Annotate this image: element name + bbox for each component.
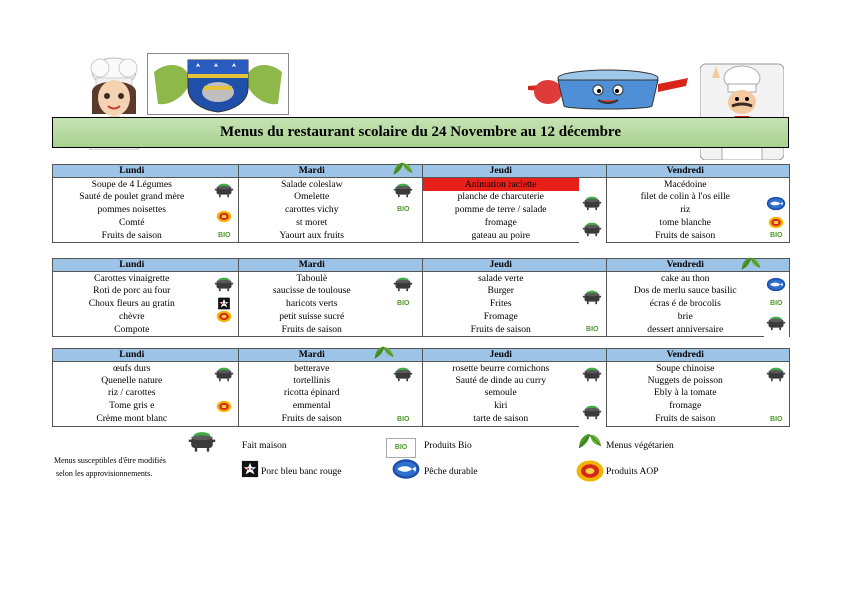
table-row (53, 387, 790, 399)
bio-icon: BIO (770, 415, 783, 423)
fait-maison-pot-icon (582, 366, 602, 383)
fait-maison-pot-icon (393, 366, 413, 383)
menu-item: tarte de saison (423, 413, 579, 427)
fait-maison-pot-icon (214, 366, 234, 383)
days-header-row (53, 259, 790, 272)
menu-item: Fruits de saison (239, 413, 385, 427)
menu-item: œufs durs (53, 362, 211, 375)
aop-icon (768, 216, 784, 229)
table-row (53, 203, 790, 216)
menu-item: chèvre (53, 310, 211, 323)
day-header-lundi: Lundi (53, 349, 211, 362)
menu-item: Fruits de saison (423, 323, 579, 337)
table-row (53, 272, 790, 285)
peche-durable-icon (766, 277, 786, 292)
menu-item: filet de colin à l'os eille (607, 191, 764, 203)
menu-item: Salade coleslaw (239, 178, 385, 191)
fait-maison-pot-icon (214, 276, 234, 293)
porc-bleu-blanc-rouge-icon (217, 297, 231, 310)
bio-icon: BIO (386, 438, 416, 458)
menu-item: ricotta épinard (239, 387, 385, 399)
menu-item: rosette beurre cornichons (423, 362, 579, 375)
menu-item-highlight: Animation raclette (423, 178, 579, 191)
town-coat-of-arms (147, 53, 289, 115)
vegetarian-leaf-icon (371, 345, 397, 360)
fait-maison-pot-icon (582, 195, 602, 212)
menu-item: kiri (423, 400, 579, 413)
bio-icon: BIO (770, 300, 783, 308)
fait-maison-pot-icon (214, 182, 234, 199)
menu-item: st moret (239, 216, 385, 229)
table-row (53, 310, 790, 323)
aop-icon (216, 400, 232, 413)
day-header-mardi: Mardi (239, 349, 385, 362)
day-header-lundi: Lundi (53, 259, 211, 272)
fait-maison-pot-icon (766, 366, 786, 383)
menu-item: Fruits de saison (239, 323, 385, 337)
table-row (53, 216, 790, 229)
menu-item: riz (607, 203, 764, 216)
days-header-row (53, 349, 790, 362)
day-header-vendredi: Vendredi (607, 259, 764, 272)
vegetarian-leaf-icon (738, 256, 764, 271)
legend-produits-aop: Produits AOP (606, 467, 659, 477)
menu-item: Carottes vinaigrette (53, 272, 211, 285)
fait-maison-pot-icon (393, 182, 413, 199)
legend-produits-bio: Produits Bio (424, 441, 472, 451)
peche-durable-icon (388, 458, 424, 480)
peche-durable-icon (766, 196, 786, 211)
menu-item: Sauté de dinde au curry (423, 375, 579, 387)
menu-item: Sauté de poulet grand mère (53, 191, 211, 203)
table-row (53, 400, 790, 413)
menu-item: Tome gris e (53, 400, 211, 413)
title-banner (52, 117, 789, 148)
menu-item: Comté (53, 216, 211, 229)
menu-item: gateau au poire (423, 229, 579, 243)
bio-icon: BIO (218, 232, 231, 240)
menu-item: Omelette (239, 191, 385, 203)
menu-item: saucisse de toulouse (239, 285, 385, 297)
menu-item: pommes noisettes (53, 203, 211, 216)
legend-peche-durable: Pêche durable (424, 467, 478, 477)
fait-maison-pot-icon (393, 276, 413, 293)
day-header-jeudi: Jeudi (423, 165, 579, 178)
menu-item: Fruits de saison (607, 229, 764, 243)
aop-icon (216, 310, 232, 323)
table-row (53, 297, 790, 310)
vegetarian-leaf-icon (390, 161, 416, 176)
fait-maison-pot-icon (582, 221, 602, 238)
bio-icon: BIO (397, 206, 410, 214)
menu-item: Ebly à la tomate (607, 387, 764, 399)
table-row (53, 323, 790, 337)
disclaimer-line-2: selon les approvisionnements. (56, 469, 153, 478)
menu-item: haricots verts (239, 297, 385, 310)
menu-item: Nuggets de poisson (607, 375, 764, 387)
bio-icon: BIO (770, 232, 783, 240)
menu-item: pomme de terre / salade (423, 203, 579, 216)
disclaimer-note (54, 454, 166, 480)
menu-item: Fromage (423, 310, 579, 323)
table-row (53, 178, 790, 191)
week-2-menu-table (52, 258, 790, 337)
day-header-lundi: Lundi (53, 165, 211, 178)
bio-icon: BIO (586, 326, 599, 334)
menu-item: Soupe de 4 Légumes (53, 178, 211, 191)
days-header-row (53, 165, 790, 178)
menu-item: Dos de merlu sauce basilic (607, 285, 764, 297)
menu-item: Frites (423, 297, 579, 310)
menu-item: Compote (53, 323, 211, 337)
fait-maison-pot-icon (582, 404, 602, 421)
menu-item: Fruits de saison (607, 413, 764, 427)
day-header-mardi: Mardi (239, 259, 385, 272)
day-header-vendredi: Vendredi (607, 349, 764, 362)
porc-bleu-blanc-rouge-icon (240, 460, 260, 478)
menu-item: tome blanche (607, 216, 764, 229)
fait-maison-pot-icon (186, 430, 218, 454)
cooking-pot-illustration (528, 66, 688, 112)
day-header-jeudi: Jeudi (423, 259, 579, 272)
menu-item: cake au thon (607, 272, 764, 285)
menu-item: tortellinis (239, 375, 385, 387)
week-1-menu-table (52, 164, 790, 243)
menu-item: emmental (239, 400, 385, 413)
menu-item: Roti de porc au four (53, 285, 211, 297)
aop-icon (574, 459, 606, 483)
fait-maison-pot-icon (582, 289, 602, 306)
day-header-jeudi: Jeudi (423, 349, 579, 362)
bio-icon: BIO (397, 300, 410, 308)
menu-item: dessert anniversaire (607, 323, 764, 337)
aop-icon (216, 210, 232, 223)
menu-item: planche de charcuterie (423, 191, 579, 203)
table-row (53, 362, 790, 375)
menu-item: carottes vichy (239, 203, 385, 216)
menu-item: Quenelle nature (53, 375, 211, 387)
day-header-mardi: Mardi (239, 165, 385, 178)
legend-fait-maison: Fait maison (242, 441, 287, 451)
legend-porc-bleu-blanc-rouge: Porc bleu banc rouge (261, 467, 342, 477)
table-row (53, 413, 790, 427)
bio-icon: BIO (397, 415, 410, 423)
fait-maison-pot-icon (766, 315, 786, 332)
table-row (53, 229, 790, 243)
menu-item: petit suisse sucré (239, 310, 385, 323)
menu-item: Taboulè (239, 272, 385, 285)
menu-item: Soupe chinoise (607, 362, 764, 375)
menu-item: Fruits de saison (53, 229, 211, 243)
menu-item: écras é de brocolis (607, 297, 764, 310)
menu-item: Burger (423, 285, 579, 297)
menu-item: fromage (607, 400, 764, 413)
week-3-menu-table (52, 348, 790, 427)
menu-item: semoule (423, 387, 579, 399)
menu-item: Choux fleurs au gratin (53, 297, 211, 310)
menu-item: riz / carottes (53, 387, 211, 399)
menu-item: betterave (239, 362, 385, 375)
vegetarian-leaf-icon (576, 430, 604, 452)
menu-item: brie (607, 310, 764, 323)
menu-item: salade verte (423, 272, 579, 285)
disclaimer-line-1: Menus susceptibles d'être modifiés (54, 456, 166, 465)
menu-item: Yaourt aux fruits (239, 229, 385, 243)
menu-item: fromage (423, 216, 579, 229)
legend-menus-vegetarien: Menus végétarien (606, 441, 674, 451)
menu-item: Macédoine (607, 178, 764, 191)
menu-item: Crème mont blanc (53, 413, 211, 427)
day-header-vendredi: Vendredi (607, 165, 764, 178)
page-title: Menus du restaurant scolaire du 24 Novembre au 12 décembre (220, 124, 621, 140)
